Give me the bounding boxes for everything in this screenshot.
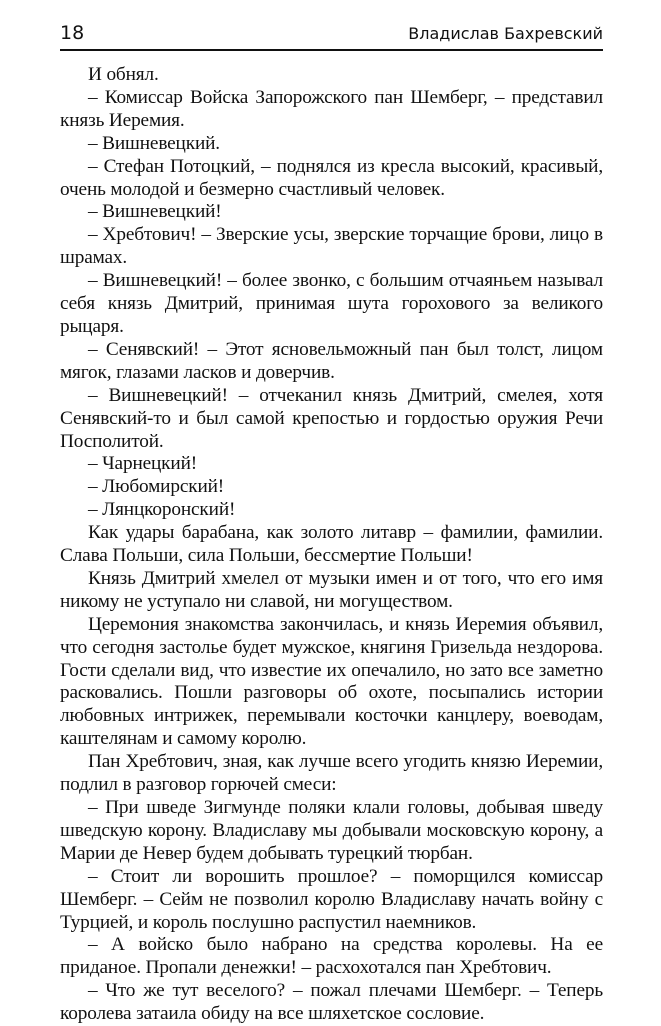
paragraph: – Чарнецкий! bbox=[88, 453, 198, 475]
paragraph: – Что же тут веселого? – пожал плечами Шемберг. – Теперь королева затаила обиду на все шляхетское сословие. bbox=[60, 980, 603, 1025]
paragraph: И обнял. bbox=[88, 64, 159, 85]
paragraph: Церемония знакомства закончилась, и князь Иеремия объявил, что сегодня застолье будет мужское, княгиня Гризельда нездорова. Гости сделали вид, что известие их опечалило, но зато все заметно расковались. Пошли разговоры об охоте, посыпались истории любовных интрижек, перемывали косточки канцлеру, воеводам, каштелянам и самому королю. bbox=[60, 613, 603, 750]
paragraph: – Любомирский! bbox=[88, 476, 225, 498]
paragraph: – Хребтович! – Зверские усы, зверские торчащие брови, лицо в шрамах. bbox=[60, 224, 603, 269]
paragraph: – Сенявский! – Этот ясновельможный пан был толст, лицом мягок, глазами ласков и доверчив. bbox=[60, 338, 603, 383]
running-title: Владислав Бахревский bbox=[408, 24, 603, 43]
paragraph: – А войско было набрано на средства королевы. На ее приданое. Пропали денежки! – расхохотался пан Хребтович. bbox=[60, 934, 603, 979]
header-rule bbox=[60, 49, 603, 51]
paragraph: – Лянцкоронский! bbox=[88, 499, 236, 521]
paragraph: – Вишневецкий. bbox=[88, 132, 220, 154]
body-text bbox=[60, 64, 603, 1026]
paragraph: – Вишневецкий! – более звонко, с большим отчаяньем называл себя князь Дмитрий, принимая шута горохового за великого рыцаря. bbox=[60, 270, 603, 337]
paragraph: Пан Хребтович, зная, как лучше всего угодить князю Иеремии, подлил в разговор горючей смеси: bbox=[60, 751, 603, 796]
paragraph: – При шведе Зигмунде поляки клали головы, добывая шведу шведскую корону. Владиславу мы добывали московскую корону, а Марии де Невер будем добывать турецкий тюрбан. bbox=[60, 797, 603, 864]
paragraph: Князь Дмитрий хмелел от музыки имен и от того, что его имя никому не уступало ни славой, ни могуществом. bbox=[60, 567, 603, 612]
paragraph: – Вишневецкий! bbox=[88, 201, 222, 223]
paragraph: – Стоит ли ворошить прошлое? – поморщился комиссар Шемберг. – Сейм не позволил королю Владиславу начать войну с Турцией, и король послушно распустил наемников. bbox=[60, 865, 603, 933]
paragraph: Как удары барабана, как золото литавр – фамилии, фамилии. Слава Польши, сила Польши, бессмертие Польши! bbox=[60, 522, 603, 567]
page-header bbox=[60, 22, 603, 46]
paragraph: – Стефан Потоцкий, – поднялся из кресла высокий, красивый, очень молодой и безмерно счастливый человек. bbox=[60, 155, 603, 200]
paragraph: – Вишневецкий! – отчеканил князь Дмитрий, смелея, хотя Сенявский-то и был самой крепостью и гордостью оружия Речи Посполитой. bbox=[60, 384, 603, 452]
page-number: 18 bbox=[60, 22, 85, 44]
paragraph: – Комиссар Войска Запорожского пан Шемберг, – представил князь Иеремия. bbox=[60, 86, 603, 131]
